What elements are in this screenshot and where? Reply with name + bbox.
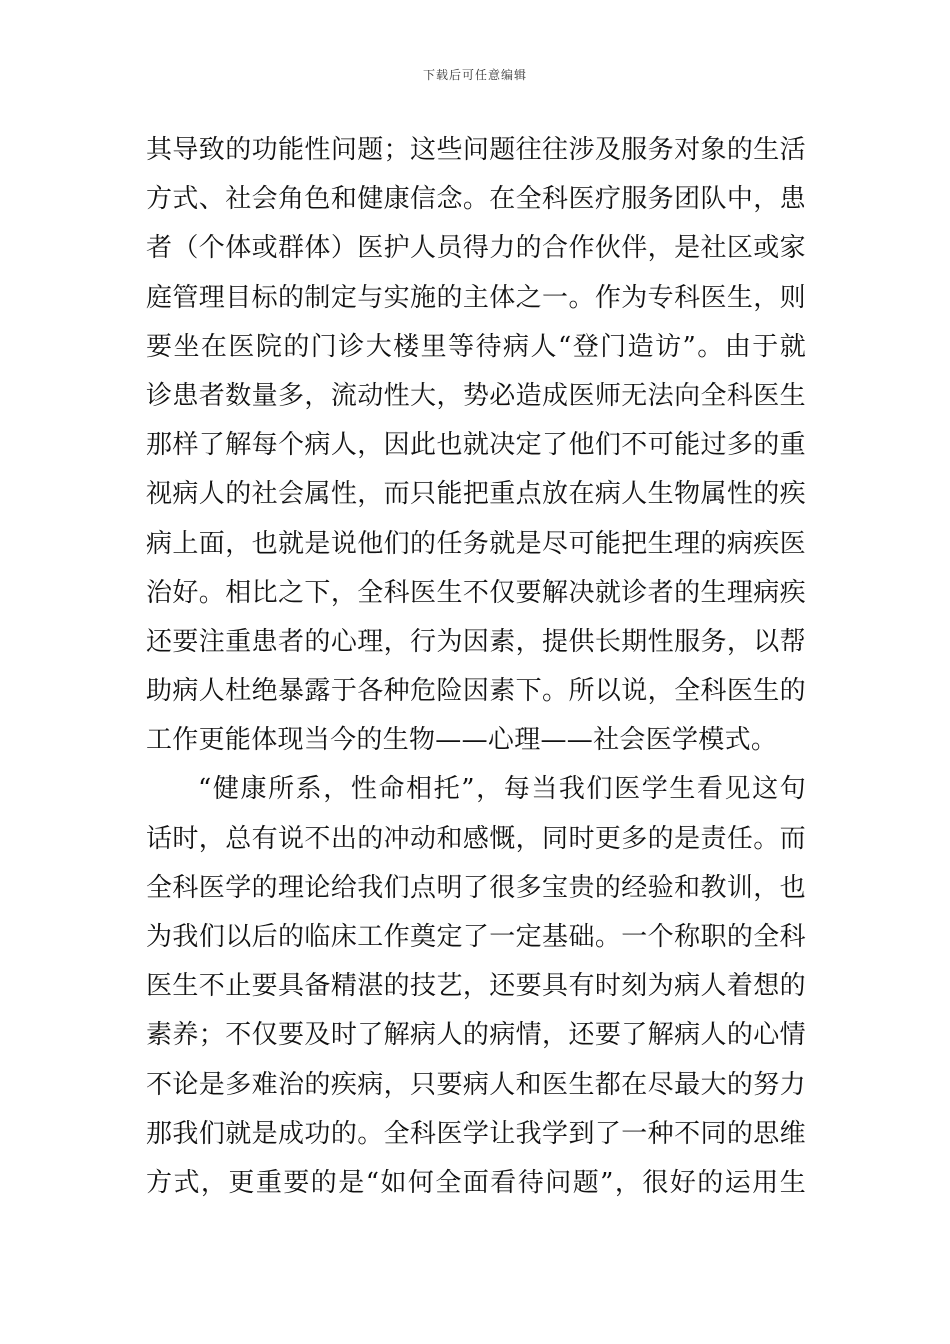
paragraph-start-line: “健康所系，性命相托”，每当我们医学生看见这句: [198, 774, 806, 805]
text-line: 全科医学的理论给我们点明了很多宝贵的经验和教训，也: [146, 872, 806, 903]
text-line: 助病人杜绝暴露于各种危险因素下。所以说，全科医生的: [146, 676, 806, 707]
text-line: 庭管理目标的制定与实施的主体之一。作为专科医生，则: [146, 282, 806, 313]
text-line: 要坐在医院的门诊大楼里等待病人“登门造访”。由于就: [146, 331, 806, 362]
text-line: 那样了解每个病人，因此也就决定了他们不可能过多的重: [146, 430, 806, 461]
text-line: 病上面，也就是说他们的任务就是尽可能把生理的病疾医: [146, 528, 806, 559]
text-line: 治好。相比之下，全科医生不仅要解决就诊者的生理病疾: [146, 577, 806, 608]
text-line: 其导致的功能性问题；这些问题往往涉及服务对象的生活: [146, 135, 806, 165]
text-line: 医生不止要具备精湛的技艺，还要具有时刻为病人着想的: [146, 971, 806, 1002]
text-line: 话时，总有说不出的冲动和感慨，同时更多的是责任。而: [146, 823, 806, 854]
text-line: 诊患者数量多，流动性大，势必造成医师无法向全科医生: [146, 380, 806, 411]
text-line: 为我们以后的临床工作奠定了一定基础。一个称职的全科: [146, 922, 806, 952]
text-line: 方式、社会角色和健康信念。在全科医疗服务团队中，患: [146, 184, 806, 215]
document-body: [146, 126, 806, 1208]
text-line: 者（个体或群体）医护人员得力的合作伙伴，是社区或家: [146, 233, 806, 264]
text-line: 素养；不仅要及时了解病人的病情，还要了解病人的心情: [146, 1020, 806, 1051]
text-line: 还要注重患者的心理，行为因素，提供长期性服务，以帮: [146, 626, 806, 657]
text-line: 方式，更重要的是“如何全面看待问题”，很好的运用生: [146, 1167, 806, 1198]
page-header: 下载后可任意编辑: [422, 68, 527, 82]
text-line: 那我们就是成功的。全科医学让我学到了一种不同的思维: [146, 1118, 806, 1149]
paragraph-end-line: 工作更能体现当今的生物——心理——社会医学模式。: [146, 725, 778, 756]
text-line: 视病人的社会属性，而只能把重点放在病人生物属性的疾: [146, 479, 806, 510]
text-line: 不论是多难治的疾病，只要病人和医生都在尽最大的努力: [146, 1069, 806, 1100]
